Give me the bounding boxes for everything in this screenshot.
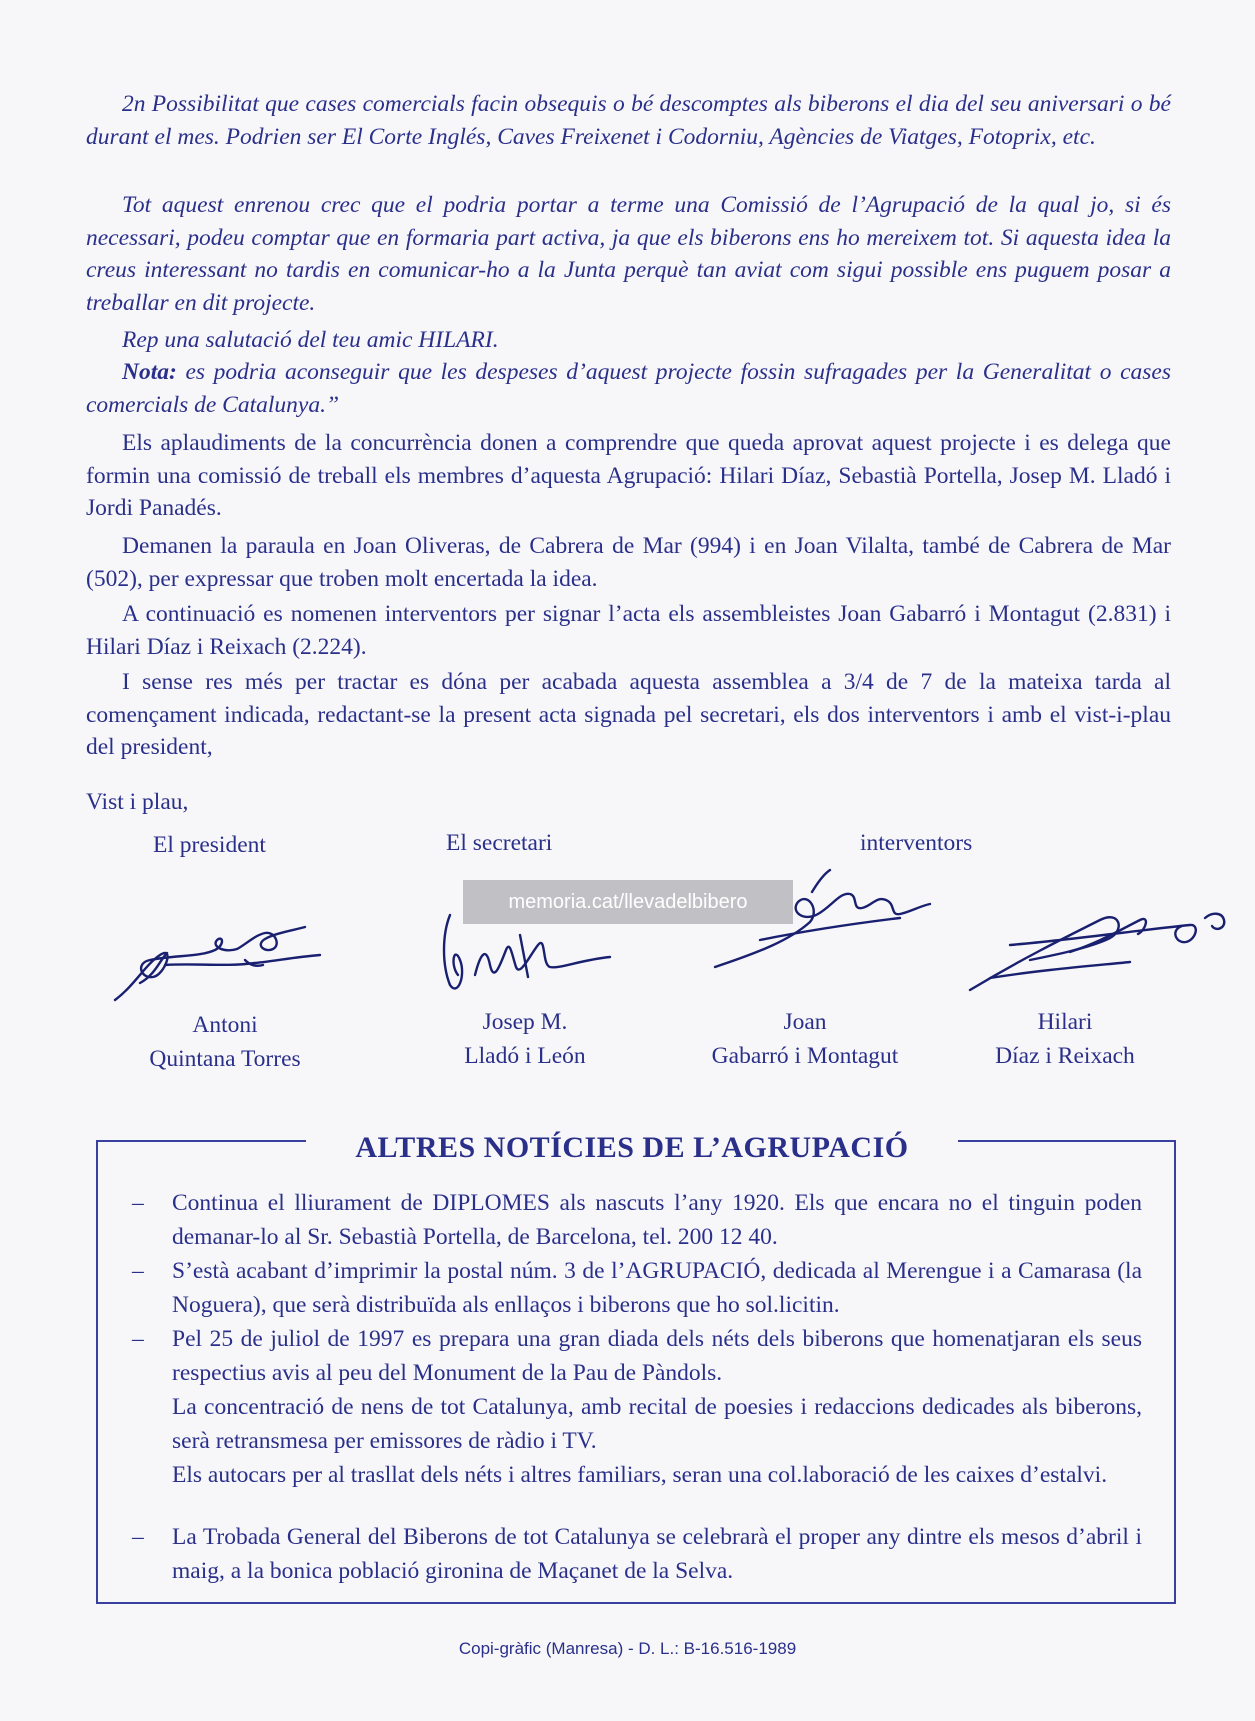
signer-2-last: Lladó i León: [464, 1043, 586, 1069]
bullet-dash: –: [132, 1190, 144, 1216]
signer-2-first: Josep M.: [482, 1009, 568, 1035]
news-item-postal: – S’està acabant d’imprimir la postal núm. 3 de l’AGRUPACIÓ, dedicada al Merengue i a Camarasa (la Noguera), que serà distribuïda als enllaços i biberons que ho sol.licitin.: [132, 1254, 1142, 1322]
secretary-label: El secretari: [446, 830, 553, 856]
watermark-banner: memoria.cat/llevadelbibero: [463, 880, 793, 924]
minutes-paragraph-interventors: A continuació es nomenen interventors per signar l’acta els assembleistes Joan Gabarró i Montagut (2.831) i Hilari Díaz i Reixach (2.224).: [86, 601, 1171, 660]
president-label: El president: [153, 832, 266, 858]
bullet-dash: –: [132, 1524, 144, 1550]
signer-1-last: Quintana Torres: [149, 1046, 301, 1072]
printer-footer: Copi-gràfic (Manresa) - D. L.: B-16.516-1989: [458, 1639, 797, 1658]
signature-president: [105, 905, 335, 1005]
letter-paragraph-2: Tot aquest enrenou crec que el podria portar a terme una Comissió de l’Agrupació de la qual jo, si és necessari, podeu comptar que en formaria part activa, ja que els biberons ens ho mereixem tot. Si aquesta idea la creus interessant no tardis en comunicar-ho a la Junta perquè tan aviat com sigui possible ens puguem posar a treballar en dit projecte.: [86, 192, 1171, 316]
news-title: ALTRES NOTÍCIES DE L’AGRUPACIÓ: [306, 1126, 958, 1170]
signer-4-last: Díaz i Reixach: [995, 1043, 1135, 1069]
minutes-paragraph-approval: Els aplaudiments de la concurrència donen a comprendre que queda aprovat aquest projecte i es delega que formin una comissió de treball els membres d’aquesta Agrupació: Hilari Díaz, Sebastià Portella, Josep M. Lladó i Jordi Panadés.: [86, 430, 1171, 521]
letter-paragraph-1: 2n Possibilitat que cases comercials facin obsequis o bé descomptes als biberons el dia del seu aniversari o bé durant el mes. Podrien ser El Corte Inglés, Caves Freixenet i Codorniu, Agències de Viatges, Fotoprix, etc.: [86, 91, 1171, 150]
note-text: es podria aconseguir que les despeses d’aquest projecte fossin sufragades per la Generalitat o cases comercials de Catalunya.”: [86, 359, 1171, 418]
interventors-label: interventors: [860, 830, 973, 856]
minutes-paragraph-closing: I sense res més per tractar es dóna per acabada aquesta assemblea a 3/4 de 7 de la mateixa tarda al començament indicada, redactant-se la present acta signada pel secretari, els dos interventors i amb el vist-i-plau del president,: [86, 669, 1171, 760]
bullet-dash: –: [132, 1326, 144, 1352]
vist-i-plau: Vist i plau,: [86, 789, 189, 815]
signature-diaz: [950, 890, 1240, 1000]
signer-1-first: Antoni: [192, 1012, 258, 1038]
note-label: Nota:: [122, 359, 177, 385]
news-item-trobada: – La Trobada General del Biberons de tot Catalunya se celebrarà el proper any dintre els mesos d’abril i maig, a la bonica població gironina de Maçanet de la Selva.: [132, 1520, 1142, 1588]
signer-4-first: Hilari: [1037, 1009, 1093, 1035]
news-item-diplomes: – Continua el lliurament de DIPLOMES als nascuts l’any 1920. Els que encara no el tinguin poden demanar-lo al Sr. Sebastià Portella, de Barcelona, tel. 200 12 40.: [132, 1186, 1142, 1254]
news-item-diada: – Pel 25 de juliol de 1997 es prepara una gran diada dels néts dels biberons que homenatjaran els seus respectius avis al peu del Monument de la Pau de Pàndols. La concentració de nens de tot Catalunya, amb recital de poesies i redaccions dedicades als biberons, serà retransmesa per emissores de ràdio i TV. Els autocars per al trasllat dels néts i altres familiars, seran una col.laboració de les caixes d’estalvi.: [132, 1322, 1142, 1492]
letter-note: [86, 356, 1171, 421]
bullet-dash: –: [132, 1258, 144, 1284]
signer-3-first: Joan: [783, 1009, 827, 1035]
letter-closing: Rep una salutació del teu amic HILARI.: [122, 327, 499, 353]
signer-3-last: Gabarró i Montagut: [711, 1043, 899, 1069]
minutes-paragraph-oliveras: Demanen la paraula en Joan Oliveras, de Cabrera de Mar (994) i en Joan Vilalta, també de Cabrera de Mar (502), per expressar que troben molt encertada la idea.: [86, 533, 1171, 592]
